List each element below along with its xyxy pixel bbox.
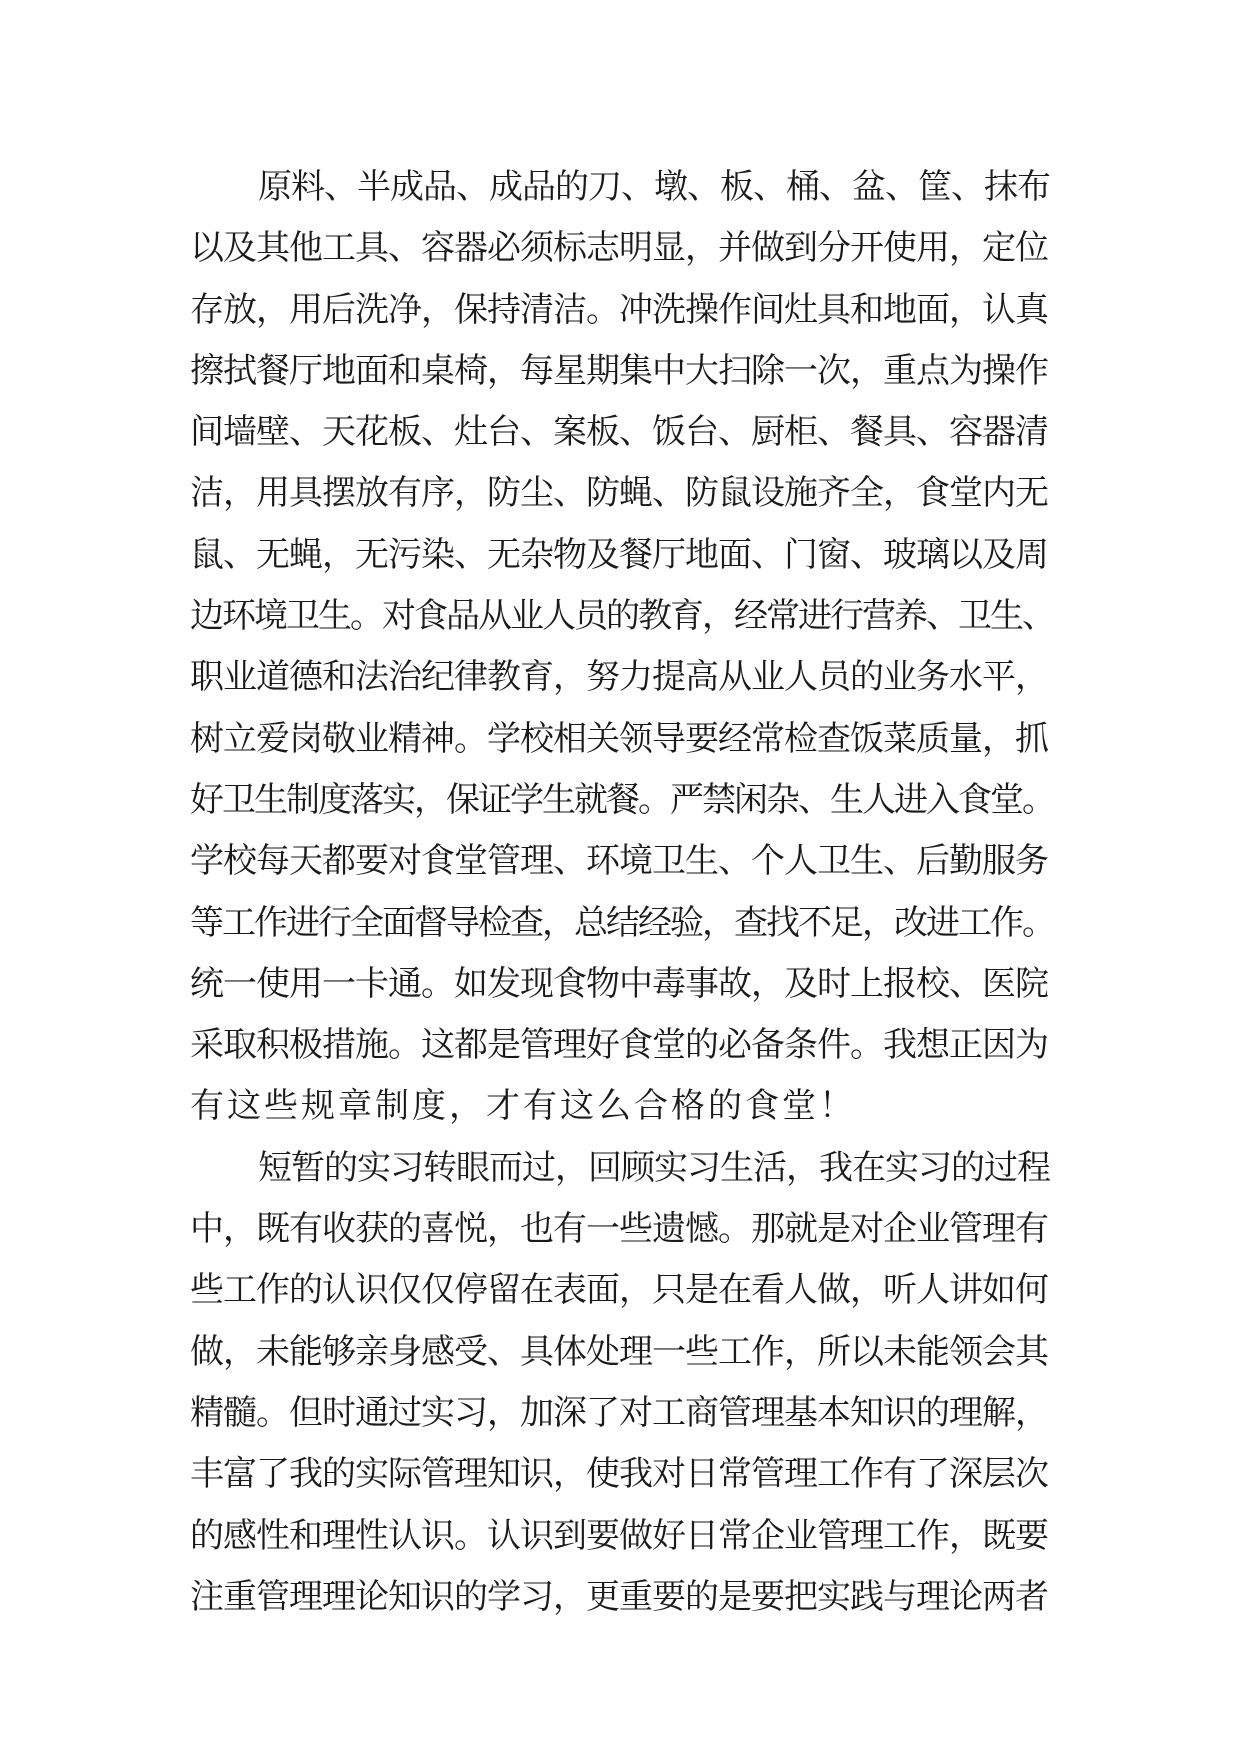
paragraph-2-line: 短暂的实习转眼而过，回顾实习生活，我在实习的过程	[258, 1147, 1050, 1188]
paragraph-2-line: 丰富了我的实际管理知识，使我对日常管理工作有了深层次	[190, 1454, 1048, 1495]
paragraph-1-line: 存放，用后洗净，保持清洁。冲洗操作间灶具和地面，认真	[190, 289, 1048, 330]
paragraph-1-line: 采取积极措施。这都是管理好食堂的必备条件。我想正因为	[190, 1025, 1048, 1066]
paragraph-1-line: 等工作进行全面督导检查，总结经验，查找不足，改进工作。	[190, 902, 1054, 943]
paragraph-1-line: 职业道德和法治纪律教育，努力提高从业人员的业务水平，	[190, 657, 1048, 698]
paragraph-2-line: 中，既有收获的喜悦，也有一些遗憾。那就是对企业管理有	[190, 1209, 1048, 1250]
paragraph-1-line: 有这些规章制度，才有这么合格的食堂！	[190, 1086, 856, 1127]
paragraph-2-line: 的感性和理性认识。认识到要做好日常企业管理工作，既要	[190, 1515, 1048, 1556]
paragraph-2-line: 精髓。但时通过实习，加深了对工商管理基本知识的理解，	[190, 1392, 1048, 1433]
paragraph-1-line: 树立爱岗敬业精神。学校相关领导要经常检查饭菜质量，抓	[190, 718, 1048, 759]
paragraph-1-line: 原料、半成品、成品的刀、墩、板、桶、盆、筐、抹布	[258, 167, 1050, 207]
paragraph-1-line: 边环境卫生。对食品从业人员的教育，经常进行营养、卫生、	[190, 596, 1054, 637]
paragraph-1-line: 鼠、无蝇，无污染、无杂物及餐厅地面、门窗、玻璃以及周	[190, 534, 1048, 575]
paragraph-1-line: 以及其他工具、容器必须标志明显，并做到分开使用，定位	[190, 228, 1048, 269]
paragraph-1-line: 学校每天都要对食堂管理、环境卫生、个人卫生、后勤服务	[190, 841, 1048, 882]
document-body	[190, 157, 1060, 1628]
paragraph-1-line: 统一使用一卡通。如发现食物中毒事故，及时上报校、医院	[190, 963, 1048, 1004]
paragraph-1-line: 好卫生制度落实，保证学生就餐。严禁闲杂、生人进入食堂。	[190, 779, 1054, 820]
paragraph-2-line: 些工作的认识仅仅停留在表面，只是在看人做，听人讲如何	[190, 1270, 1048, 1311]
paragraph-1-line: 洁，用具摆放有序，防尘、防蝇、防鼠设施齐全，食堂内无	[190, 473, 1048, 514]
paragraph-2-line: 做，未能够亲身感受、具体处理一些工作，所以未能领会其	[190, 1331, 1048, 1372]
paragraph-2-line: 注重管理理论知识的学习，更重要的是要把实践与理论两者	[190, 1576, 1048, 1617]
paragraph-1-line: 间墙壁、天花板、灶台、案板、饭台、厨柜、餐具、容器清	[190, 412, 1048, 453]
paragraph-1-line: 擦拭餐厅地面和桌椅，每星期集中大扫除一次，重点为操作	[190, 350, 1048, 391]
